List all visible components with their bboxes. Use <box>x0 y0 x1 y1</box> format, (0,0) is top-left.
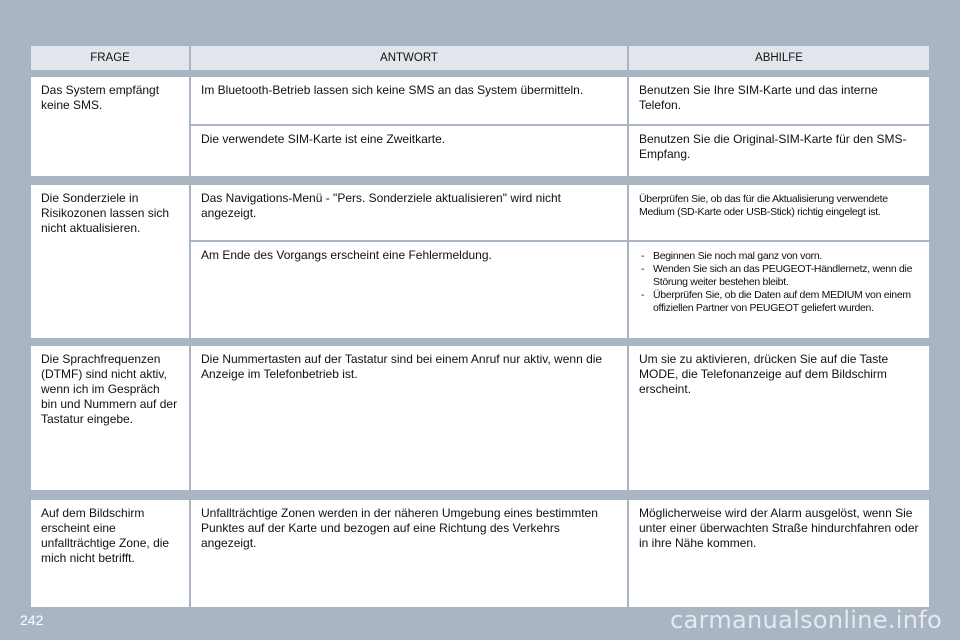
abhilfe-cell: Benutzen Sie Ihre SIM-Karte und das interne Telefon. <box>629 77 929 124</box>
watermark: carmanualsonline.info <box>670 606 942 634</box>
abhilfe-cell <box>629 242 929 338</box>
abhilfe-cell: Benutzen Sie die Original-SIM-Karte für den SMS-Empfang. <box>629 126 929 176</box>
list-item: - Wenden Sie sich an das PEUGEOT-Händlernetz, wenn die Störung weiter bestehen bleibt. <box>639 263 919 289</box>
abhilfe-cell: Möglicherweise wird der Alarm ausgelöst, wenn Sie unter einer überwachten Straße hindurchfahren oder in ihre Nähe kommen. <box>629 500 929 607</box>
frage-cell: Die Sonderziele in Risikozonen lassen sich nicht aktualisieren. <box>31 185 189 338</box>
abhilfe-cell: Überprüfen Sie, ob das für die Aktualisierung verwendete Medium (SD-Karte oder USB-Stick) richtig eingelegt ist. <box>629 185 929 240</box>
list-item: - Überprüfen Sie, ob die Daten auf dem MEDIUM von einem offiziellen Partner von PEUGEOT geliefert wurden. <box>639 289 919 315</box>
header-abhilfe: ABHILFE <box>629 46 929 70</box>
abhilfe-list <box>639 250 919 315</box>
antwort-cell: Die verwendete SIM-Karte ist eine Zweitkarte. <box>191 126 627 176</box>
antwort-cell: Das Navigations-Menü - "Pers. Sonderziele aktualisieren" wird nicht angezeigt. <box>191 185 627 240</box>
antwort-cell: Im Bluetooth-Betrieb lassen sich keine SMS an das System übermitteln. <box>191 77 627 124</box>
antwort-cell: Die Nummertasten auf der Tastatur sind bei einem Anruf nur aktiv, wenn die Anzeige im Telefonbetrieb ist. <box>191 346 627 490</box>
abhilfe-cell: Um sie zu aktivieren, drücken Sie auf die Taste MODE, die Telefonanzeige auf dem Bildschirm erscheint. <box>629 346 929 490</box>
frage-cell: Auf dem Bildschirm erscheint eine unfallträchtige Zone, die mich nicht betrifft. <box>31 500 189 607</box>
header-antwort: ANTWORT <box>191 46 627 70</box>
frage-cell: Die Sprachfrequenzen (DTMF) sind nicht aktiv, wenn ich im Gespräch bin und Nummern auf der Tastatur eingebe. <box>31 346 189 490</box>
page-number: 242 <box>20 612 44 628</box>
frage-cell: Das System empfängt keine SMS. <box>31 77 189 176</box>
antwort-cell: Unfallträchtige Zonen werden in der näheren Umgebung eines bestimmten Punktes auf der Karte und bezogen auf eine Richtung des Verkehrs angezeigt. <box>191 500 627 607</box>
antwort-cell: Am Ende des Vorgangs erscheint eine Fehlermeldung. <box>191 242 627 338</box>
header-frage: FRAGE <box>31 46 189 70</box>
list-item: - Beginnen Sie noch mal ganz von vorn. <box>639 250 919 263</box>
